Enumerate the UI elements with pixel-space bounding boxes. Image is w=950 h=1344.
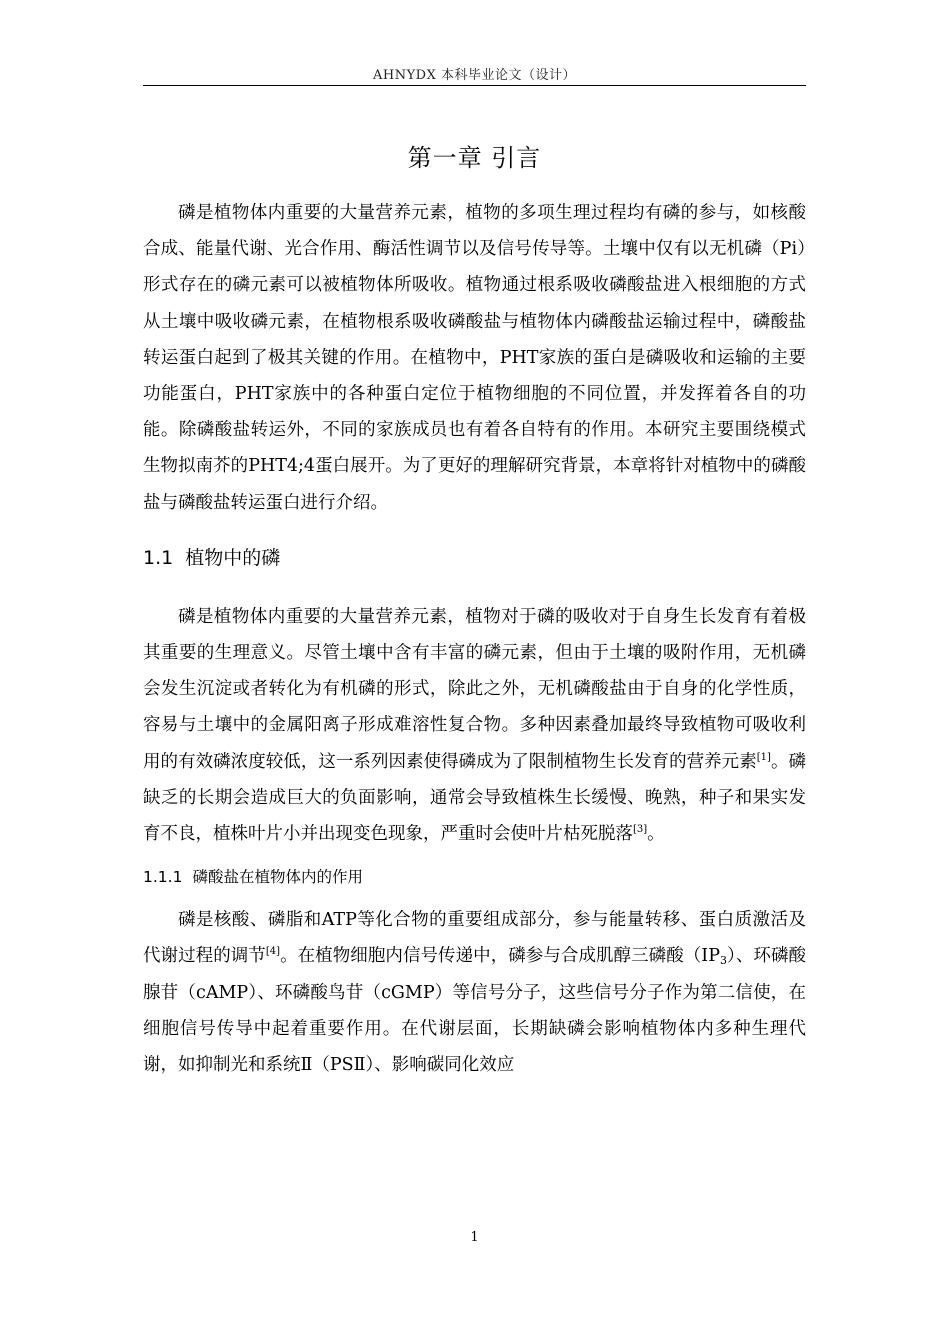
paragraph-text: 磷是植物体内重要的大量营养元素，植物对于磷的吸收对于自身生长发育有着极其重要的生理意义。尽管土壤中含有丰富的磷元素，但由于土壤的吸附作用，无机磷会发生沉淀或者转化为有机磷的形式，除此之外，无机磷酸盐由于自身的化学性质，容易与土壤中的金属阳离子形成难溶性复合物。多种因素叠加最终导致植物可吸收利用的有效磷浓度较低，这一系列因素使得磷成为了限制植物生长发育的营养元素 <box>143 606 806 772</box>
subsection-number: 1.1.1 <box>143 868 183 887</box>
section-title: 植物中的磷 <box>185 546 281 569</box>
paragraph-text: 。在植物细胞内信号传递中，磷参与合成肌醇三磷酸（IP <box>280 946 720 967</box>
intro-paragraph: 磷是植物体内重要的大量营养元素，植物的多项生理过程均有磷的参与，如核酸合成、能量代谢、光合作用、酶活性调节以及信号传导等。土壤中仅有以无机磷（Pi）形式存在的磷元素可以被植物体所吸收。植物通过根系吸收磷酸盐进入根细胞的方式从土壤中吸收磷元素，在植物根系吸收磷酸盐与植物体内磷酸盐运输过程中，磷酸盐转运蛋白起到了极其关键的作用。在植物中，PHT家族的蛋白是磷吸收和运输的主要功能蛋白，PHT家族中的各种蛋白定位于植物细胞的不同位置，并发挥着各自的功能。除磷酸盐转运外，不同的家族成员也有着各自特有的作用。本研究主要围绕模式生物拟南芥的PHT4;4蛋白展开。为了更好的理解研究背景，本章将针对植物中的磷酸盐与磷酸盐转运蛋白进行介绍。 <box>143 203 806 513</box>
section-1-1-1-paragraph <box>143 902 806 1083</box>
paragraph-text: 。磷缺乏的长期会造成巨大的负面影响，通常会导致植株生长缓慢、晚熟，种子和果实发育不良，植株叶片小并出现变色现象，严重时会使叶片枯死脱落 <box>143 751 807 845</box>
header-rule <box>143 85 806 86</box>
subscript: 3 <box>720 954 727 968</box>
paragraph-text: ）、环磷酸腺苷（cAMP）、环磷酸鸟苷（cGMP）等信号分子，这些信号分子作为第二信使，在细胞信号传导中起着重要作用。在代谢层面，长期缺磷会影响植物体内多种生理代谢，如抑制光和系统Ⅱ（PSⅡ）、影响碳同化效应 <box>143 946 807 1076</box>
section-1-1-paragraph <box>143 599 806 852</box>
citation-ref[interactable]: [1] <box>756 751 771 763</box>
chapter-title: 第一章 引言 <box>407 144 542 172</box>
paragraph-text: 。 <box>647 824 665 845</box>
section-heading-1-1-1 <box>143 864 806 890</box>
citation-ref[interactable]: [3] <box>633 824 648 836</box>
citation-ref[interactable]: [4] <box>265 946 281 958</box>
subsection-title: 磷酸盐在植物体内的作用 <box>192 868 363 887</box>
page-number: 1 <box>470 1230 479 1245</box>
paragraph-text: 磷是核酸、磷脂和ATP等化合物的重要组成部分，参与能量转移、蛋白质激活及代谢过程的调节 <box>143 910 806 967</box>
page-body <box>143 138 806 1083</box>
running-header: AHNYDX 本科毕业论文（设计） <box>373 68 576 83</box>
section-number: 1.1 <box>143 546 174 569</box>
section-heading-1-1 <box>143 543 806 573</box>
